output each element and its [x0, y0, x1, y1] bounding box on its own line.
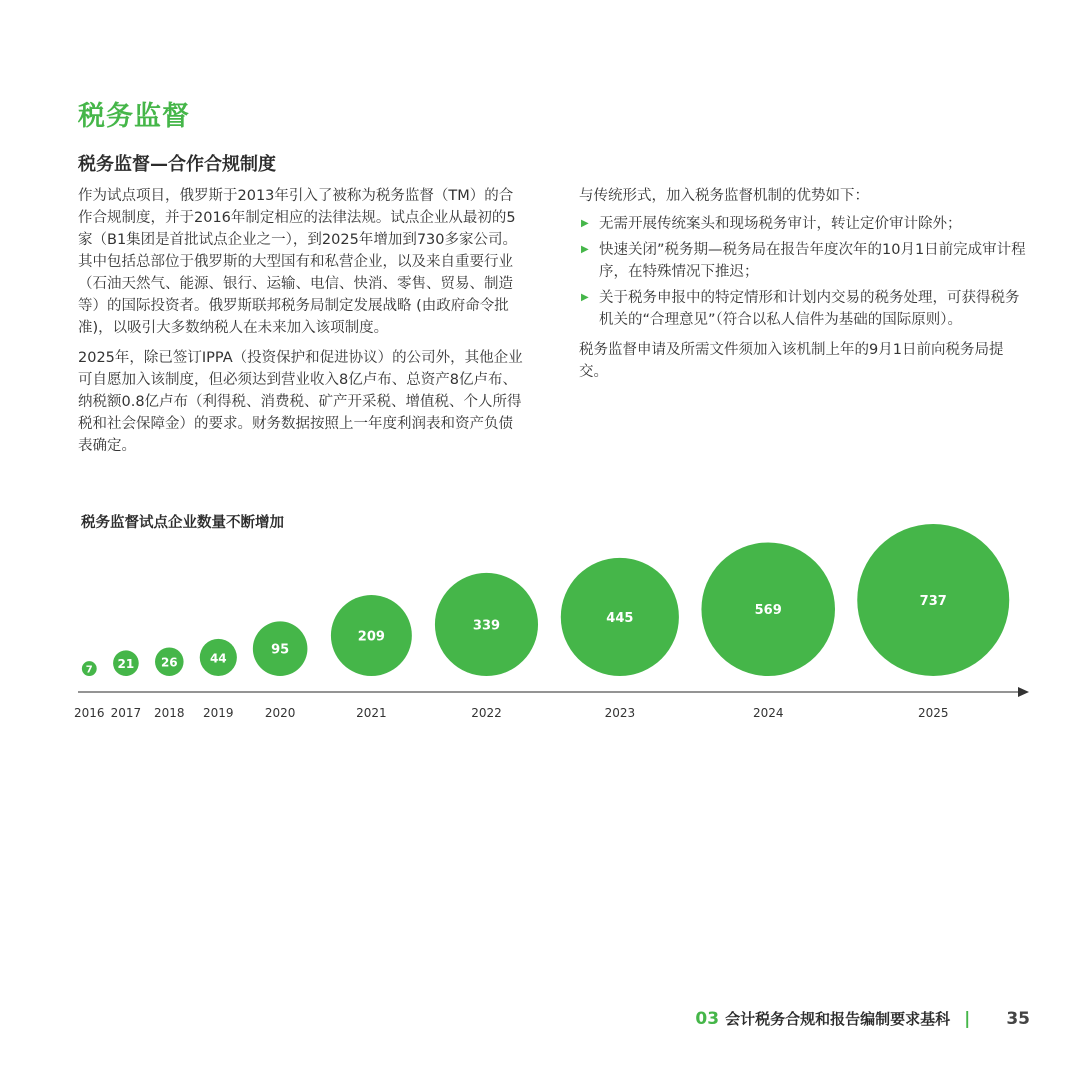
list-item — [579, 239, 1031, 283]
x-tick-label: 2016 — [74, 706, 105, 720]
section-number: 03 — [695, 1008, 720, 1029]
bubble-value-label: 21 — [117, 657, 135, 672]
bubble-value-label: 339 — [472, 618, 501, 634]
bubble-value-label: 26 — [160, 655, 178, 670]
right-column — [579, 185, 1031, 389]
x-tick-label: 2025 — [917, 706, 949, 720]
paragraph-intro: 作为试点项目，俄罗斯于2013年引入了被称为税务监督（TM）的合作合规制度，并于2016年制定相应的法律法规。试点企业从最初的5家（B1集团是首批试点企业之一），到2025年增加到730多家公司。其中包括总部位于俄罗斯的大型国有和私营企业，以及来自重要行业（石油天然气、能源、银行、运输、电信、快消、零售、贸易、制造等）的国际投资者。俄罗斯联邦税务局制定发展战略 (由政府命令批准)，以吸引大多数纳税人在未来加入该项制度。 — [78, 188, 517, 336]
bubble-value-label: 569 — [754, 603, 782, 619]
x-tick-label: 2021 — [356, 706, 387, 720]
triangle-bullet-icon: ▶ — [581, 218, 589, 229]
list-item-text: 关于税务申报中的特定情形和计划内交易的税务处理，可获得税务机关的“合理意见”（符合以私人信件为基础的国际原则）。 — [599, 290, 1020, 328]
x-axis-labels — [74, 706, 949, 720]
bubble-value-label: 737 — [919, 594, 947, 609]
list-item-text: 快速关闭”税务期—税务局在报告年度次年的10月1日前完成审计程序，在特殊情况下推迟； — [599, 242, 1026, 280]
bubble-value-label: 44 — [209, 651, 227, 666]
x-tick-label: 2022 — [471, 706, 502, 720]
x-tick-label: 2024 — [752, 706, 784, 720]
bubble-chart — [0, 500, 1080, 740]
bubble-value-label: 209 — [357, 629, 385, 645]
x-axis-arrow-icon — [1018, 687, 1029, 697]
bubble-value-label: 95 — [271, 642, 290, 658]
section-subtitle: 税务监督—合作合规制度 — [78, 154, 276, 175]
x-tick-label: 2017 — [110, 706, 142, 720]
advantages-list — [579, 213, 1031, 331]
chart-title: 税务监督试点企业数量不断增加 — [81, 515, 284, 531]
x-tick-label: 2020 — [264, 706, 296, 720]
application-note: 税务监督申请及所需文件须加入该机制上年的9月1日前向税务局提交。 — [579, 342, 1004, 380]
paragraph-requirements: 2025年，除已签订IPPA（投资保护和促进协议）的公司外，其他企业可自愿加入该制度，但必须达到营业收入8亿卢布、总资产8亿卢布、纳税额0.8亿卢布（利得税、消费税、矿产开采税、增值税、个人所得税和社会保障金）的要求。财务数据按照上一年度利润表和资产负债表确定。 — [78, 350, 523, 454]
x-tick-label: 2018 — [154, 706, 185, 720]
advantages-intro: 与传统形式，加入税务监督机制的优势如下： — [579, 188, 869, 204]
list-item — [579, 213, 1031, 235]
bubble-value-label: 445 — [606, 610, 634, 626]
bubble-value-label: 7 — [85, 664, 93, 676]
page-number: 35 — [1006, 1008, 1030, 1029]
section-title: 会计税务合规和报告编制要求基科 — [725, 1010, 951, 1028]
list-item-text: 无需开展传统案头和现场税务审计，转让定价审计除外； — [599, 216, 962, 232]
triangle-bullet-icon: ▶ — [581, 292, 589, 303]
page-title: 税务监督 — [78, 101, 190, 132]
footer-separator: | — [964, 1008, 971, 1029]
bubble-group — [82, 524, 1009, 676]
page-footer — [695, 1008, 1030, 1029]
triangle-bullet-icon: ▶ — [581, 244, 589, 255]
left-column — [78, 185, 526, 465]
x-tick-label: 2019 — [203, 706, 234, 720]
list-item — [579, 287, 1031, 331]
x-tick-label: 2023 — [604, 706, 636, 720]
